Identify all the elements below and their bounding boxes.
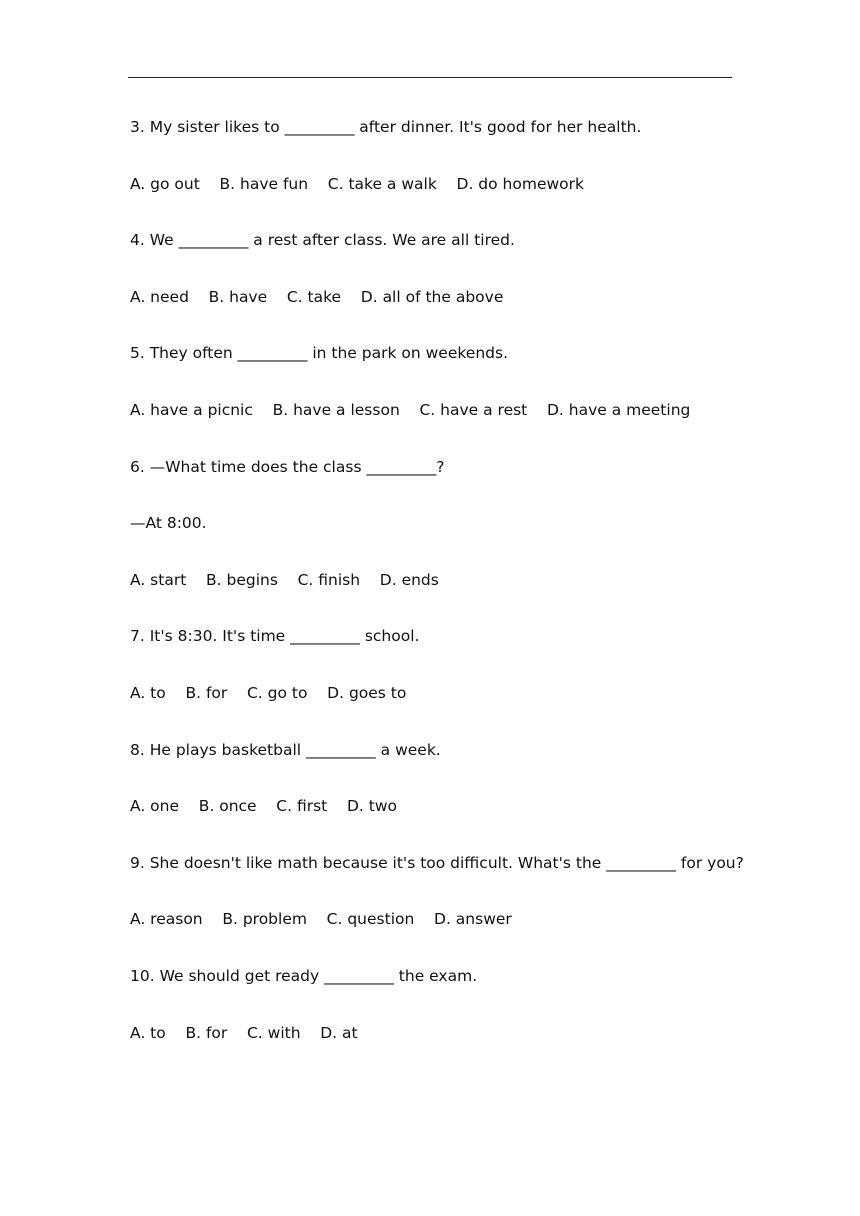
question-9: 9. She doesn't like math because it's too difficult. What's the _________ for you? [130, 853, 744, 872]
question-9-options: A. reason B. problem C. question D. answer [130, 910, 512, 929]
question-8-options: A. one B. once C. first D. two [130, 797, 397, 816]
question-3: 3. My sister likes to _________ after dinner. It's good for her health. [130, 118, 642, 136]
question-6: 6. —What time does the class _________? [130, 457, 445, 476]
question-list [130, 113, 744, 1075]
question-8: 8. He plays basketball _________ a week. [130, 740, 441, 759]
question-4: 4. We _________ a rest after class. We are all tired. [130, 231, 515, 250]
question-7-options: A. to B. for C. go to D. goes to [130, 683, 407, 702]
question-5: 5. They often _________ in the park on weekends. [130, 344, 508, 363]
header-rule [128, 77, 732, 78]
question-6-reply: —At 8:00. [130, 514, 207, 533]
question-10-options: A. to B. for C. with D. at [130, 1023, 358, 1042]
question-10: 10. We should get ready _________ the exam. [130, 966, 478, 985]
question-5-options: A. have a picnic B. have a lesson C. have a rest D. have a meeting [130, 400, 691, 419]
question-6-options: A. start B. begins C. finish D. ends [130, 570, 439, 589]
question-7: 7. It's 8:30. It's time _________ school. [130, 627, 420, 646]
question-3-options: A. go out B. have fun C. take a walk D. do homework [130, 174, 585, 193]
question-4-options: A. need B. have C. take D. all of the above [130, 287, 504, 306]
